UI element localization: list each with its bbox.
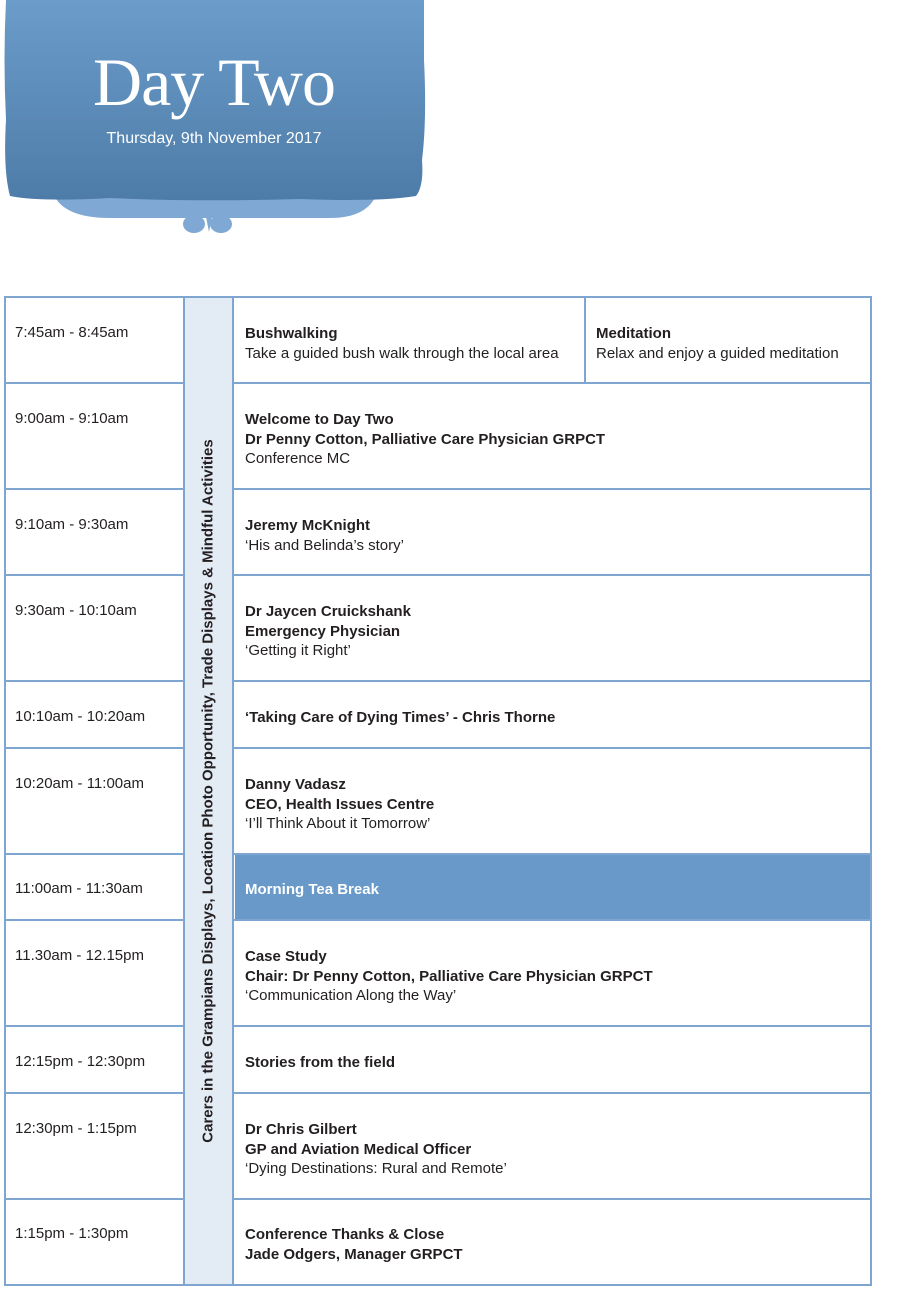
session-morning-tea: Morning Tea Break: [245, 881, 379, 898]
table-border-right: [870, 296, 872, 1286]
session-description: Relax and enjoy a guided meditation: [596, 344, 839, 362]
session-time: 9:30am - 10:10am: [15, 602, 137, 619]
session-time: 11.30am - 12.15pm: [15, 947, 144, 964]
schedule-table: [4, 296, 872, 1286]
session-speaker: Jeremy McKnight: [245, 517, 371, 534]
event-date: Thursday, 9th November 2017: [106, 130, 322, 147]
session-speaker: Dr Jaycen Cruickshank: [245, 603, 411, 620]
side-activities-label: Carers in the Grampians Displays, Location Photo Opportunity, Trade Displays & Mindful Activities: [199, 439, 217, 1143]
row-divider: [234, 919, 872, 921]
session-mcknight: [245, 516, 404, 555]
session-role: CEO, Health Issues Centre: [245, 795, 435, 813]
row-divider: [4, 382, 184, 384]
row-divider: [234, 853, 872, 855]
session-time: 1:15pm - 1:30pm: [15, 1225, 129, 1242]
row-divider: [234, 382, 872, 384]
column-divider: [584, 296, 586, 383]
row-divider: [4, 680, 184, 682]
day-banner: [0, 0, 430, 240]
table-border-bottom: [4, 1284, 872, 1286]
session-title: Stories from the field: [245, 1054, 396, 1071]
table-border-left: [4, 296, 6, 1286]
session-note: ‘Dying Destinations: Rural and Remote’: [245, 1160, 507, 1177]
session-description: Take a guided bush walk through the local area: [245, 344, 559, 362]
row-divider: [234, 1025, 872, 1027]
row-divider: [4, 747, 184, 749]
session-bushwalking: [245, 324, 559, 363]
row-divider: [4, 853, 184, 855]
session-title: Meditation: [596, 325, 671, 342]
session-time: 9:00am - 9:10am: [15, 410, 129, 427]
session-title: Bushwalking: [245, 325, 338, 342]
row-divider: [234, 488, 872, 490]
session-title: Conference Thanks & Close: [245, 1226, 445, 1243]
session-speaker: Dr Chris Gilbert: [245, 1121, 357, 1138]
session-speaker: Danny Vadasz: [245, 776, 346, 793]
session-vadasz: [245, 775, 434, 834]
session-cruickshank: [245, 602, 411, 661]
row-divider: [234, 680, 872, 682]
session-time: 10:10am - 10:20am: [15, 708, 146, 725]
session-note: ‘I’ll Think About it Tomorrow’: [245, 815, 431, 832]
session-time: 12:15pm - 12:30pm: [15, 1053, 146, 1070]
row-divider: [234, 1092, 872, 1094]
session-time: 7:45am - 8:45am: [15, 324, 129, 341]
session-title: Welcome to Day Two: [245, 411, 394, 428]
session-time: 12:30pm - 1:15pm: [15, 1120, 137, 1137]
row-divider: [4, 1025, 184, 1027]
row-divider: [4, 574, 184, 576]
session-role: Emergency Physician: [245, 622, 401, 640]
row-divider: [234, 1198, 872, 1200]
session-thorne: [245, 708, 555, 728]
session-title: Case Study: [245, 948, 327, 965]
session-welcome: [245, 410, 605, 469]
session-title: ‘Taking Care of Dying Times’ - Chris Thorne: [245, 709, 556, 726]
session-note: ‘Getting it Right’: [245, 642, 351, 659]
session-chair: Chair: Dr Penny Cotton, Palliative Care Physician GRPCT: [245, 967, 653, 985]
row-divider: [4, 488, 184, 490]
row-divider: [4, 1092, 184, 1094]
row-divider: [234, 574, 872, 576]
session-meditation: [596, 324, 839, 363]
session-note: Conference MC: [245, 450, 351, 467]
session-case-study: [245, 947, 653, 1006]
session-stories: [245, 1053, 395, 1073]
session-time: 11:00am - 11:30am: [15, 880, 143, 897]
row-divider: [4, 919, 184, 921]
session-time: 10:20am - 11:00am: [15, 775, 144, 792]
session-speaker: Jade Odgers, Manager GRPCT: [245, 1245, 463, 1263]
session-time: 9:10am - 9:30am: [15, 516, 129, 533]
session-role: GP and Aviation Medical Officer: [245, 1140, 472, 1158]
session-note: ‘His and Belinda’s story’: [245, 536, 404, 554]
row-divider: [4, 1198, 184, 1200]
table-border-top: [4, 296, 872, 298]
page-title: Day Two: [93, 44, 335, 120]
row-divider: [234, 747, 872, 749]
session-close: [245, 1225, 463, 1264]
session-note: ‘Communication Along the Way’: [245, 987, 457, 1004]
session-speaker: Dr Penny Cotton, Palliative Care Physician GRPCT: [245, 430, 606, 448]
session-gilbert: [245, 1120, 507, 1179]
